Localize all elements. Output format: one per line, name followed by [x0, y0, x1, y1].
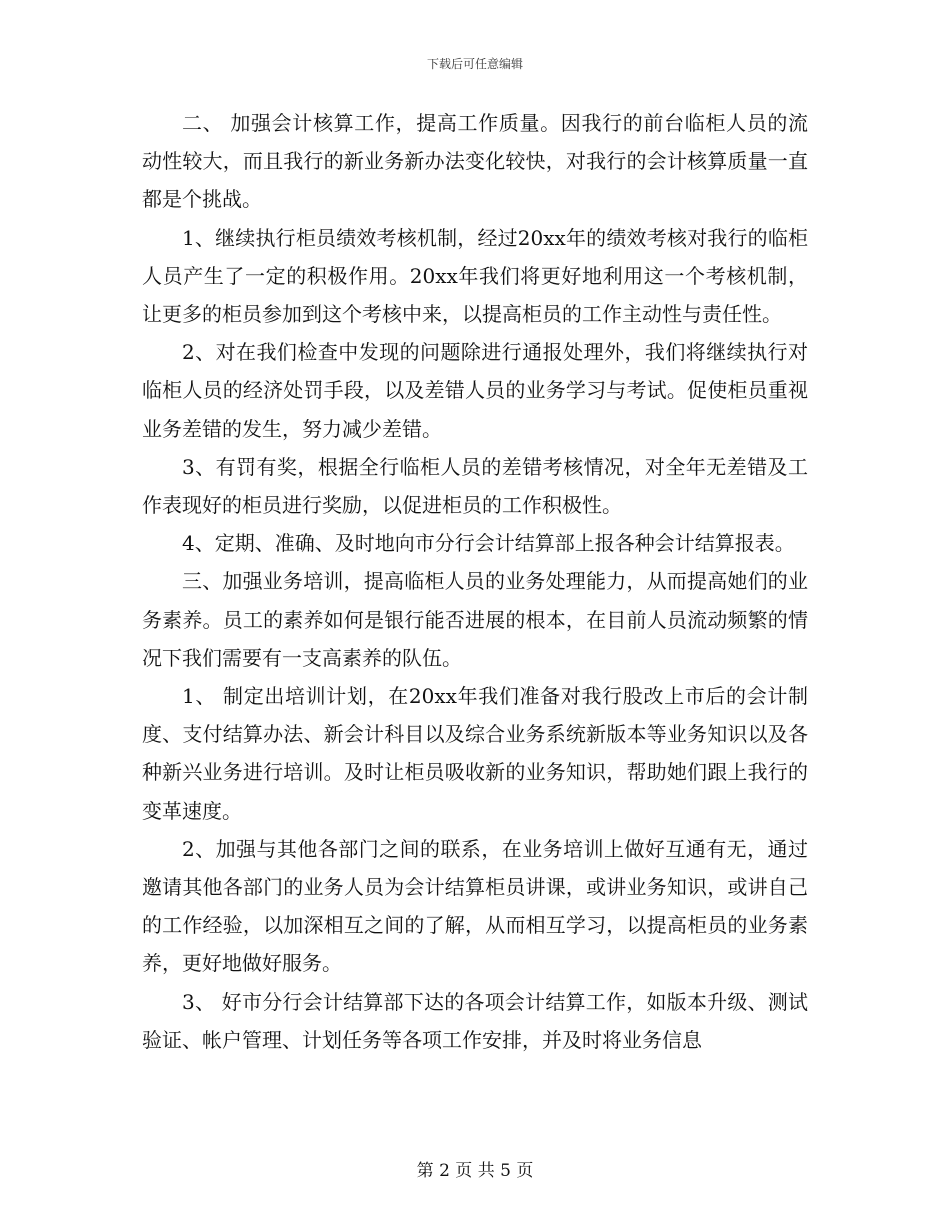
paragraph: 3、 好市分行会计结算部下达的各项会计结算工作，如版本升级、测试验证、帐户管理、计划任务等各项工作安排，并及时将业务信息 [142, 989, 808, 1052]
document-body [142, 104, 808, 1059]
paragraph: 三、加强业务培训，提高临柜人员的业务处理能力，从而提高她们的业务素养。员工的素养如何是银行能否进展的根本，在目前人员流动频繁的情况下我们需要有一支高素养的队伍。 [142, 569, 808, 670]
paragraph: 2、加强与其他各部门之间的联系，在业务培训上做好互通有无，通过邀请其他各部门的业务人员为会计结算柜员讲课，或讲业务知识，或讲自己的工作经验，以加深相互之间的了解，从而相互学习，以提高柜员的业务素养，更好地做好服务。 [142, 836, 808, 976]
paragraph: 1、 制定出培训计划，在20xx年我们准备对我行股改上市后的会计制度、支付结算办法、新会计科目以及综合业务系统新版本等业务知识以及各种新兴业务进行培训。及时让柜员吸收新的业务知识，帮助她们跟上我行的变革速度。 [142, 684, 808, 823]
paragraph: 3、有罚有奖，根据全行临柜人员的差错考核情况，对全年无差错及工作表现好的柜员进行奖励，以促进柜员的工作积极性。 [142, 454, 808, 518]
paragraph: 二、 加强会计核算工作，提高工作质量。因我行的前台临柜人员的流动性较大，而且我行的新业务新办法变化较快，对我行的会计核算质量一直都是个挑战。 [142, 111, 808, 212]
page-header: 下载后可任意编辑 [426, 57, 523, 71]
paragraph: 2、对在我们检查中发现的问题除进行通报处理外，我们将继续执行对临柜人员的经济处罚手段，以及差错人员的业务学习与考试。促使柜员重视业务差错的发生，努力减少差错。 [142, 340, 808, 441]
paragraph: 1、继续执行柜员绩效考核机制，经过20xx年的绩效考核对我行的临柜人员产生了一定的积极作用。20xx年我们将更好地利用这一个考核机制，让更多的柜员参加到这个考核中来，以提高柜员的工作主动性与责任性。 [142, 225, 808, 327]
paragraph: 4、定期、准确、及时地向市分行会计结算部上报各种会计结算报表。 [182, 531, 795, 556]
page-footer: 第 2 页 共 5 页 [416, 1161, 534, 1181]
